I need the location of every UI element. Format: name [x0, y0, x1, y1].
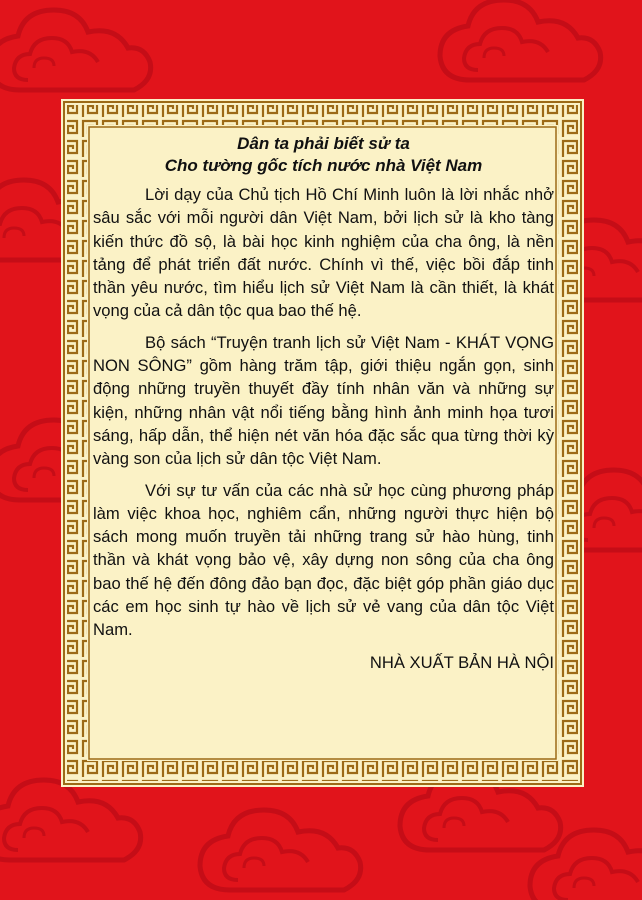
paragraph-3: Với sự tư vấn của các nhà sử học cùng phương pháp làm việc khoa học, nghiêm cẩn, những người thực hiện bộ sách mong muốn truyền tải những trang sử hào hùng, tinh thần và khát vọng bảo vệ, xây dựng non sông của cha ông bao thế hệ đến đông đảo bạn đọc, đặc biệt góp phần giáo dục các em học sinh tự hào về lịch sử vẻ vang của dân tộc Việt Nam. [93, 480, 554, 640]
motto [93, 133, 554, 177]
motto-line-2: Cho tường gốc tích nước nhà Việt Nam [164, 156, 483, 175]
paragraph-1: Lời dạy của Chủ tịch Hồ Chí Minh luôn là lời nhắc nhở sâu sắc với mỗi người dân Việt Nam, bởi lịch sử là kho tàng kiến thức đồ sộ, là bài học kinh nghiệm của cha ông, là nền tảng để phát triển đất nước. Chính vì thế, việc bồi đắp tinh thần yêu nước, tìm hiểu lịch sử Việt Nam là cần thiết, là khát vọng của cả dân tộc qua bao thế hệ. [93, 185, 554, 321]
text-content [93, 133, 554, 674]
paragraph-2: Bộ sách “Truyện tranh lịch sử Việt Nam - KHÁT VỌNG NON SÔNG” gồm hàng trăm tập, giới thiệu ngắn gọn, sinh động những truyền thuyết đầy tính nhân văn và những sự kiện, những nhân vật nổi tiếng bằng hình ảnh minh họa tươi sáng, hấp dẫn, thể hiện nét văn hóa đặc sắc qua từng thời kỳ vàng son của lịch sử dân tộc Việt Nam. [93, 332, 554, 469]
publisher-signature: NHÀ XUẤT BẢN HÀ NỘI [369, 652, 554, 672]
text-panel [61, 99, 584, 787]
motto-line-1: Dân ta phải biết sử ta [237, 134, 410, 153]
